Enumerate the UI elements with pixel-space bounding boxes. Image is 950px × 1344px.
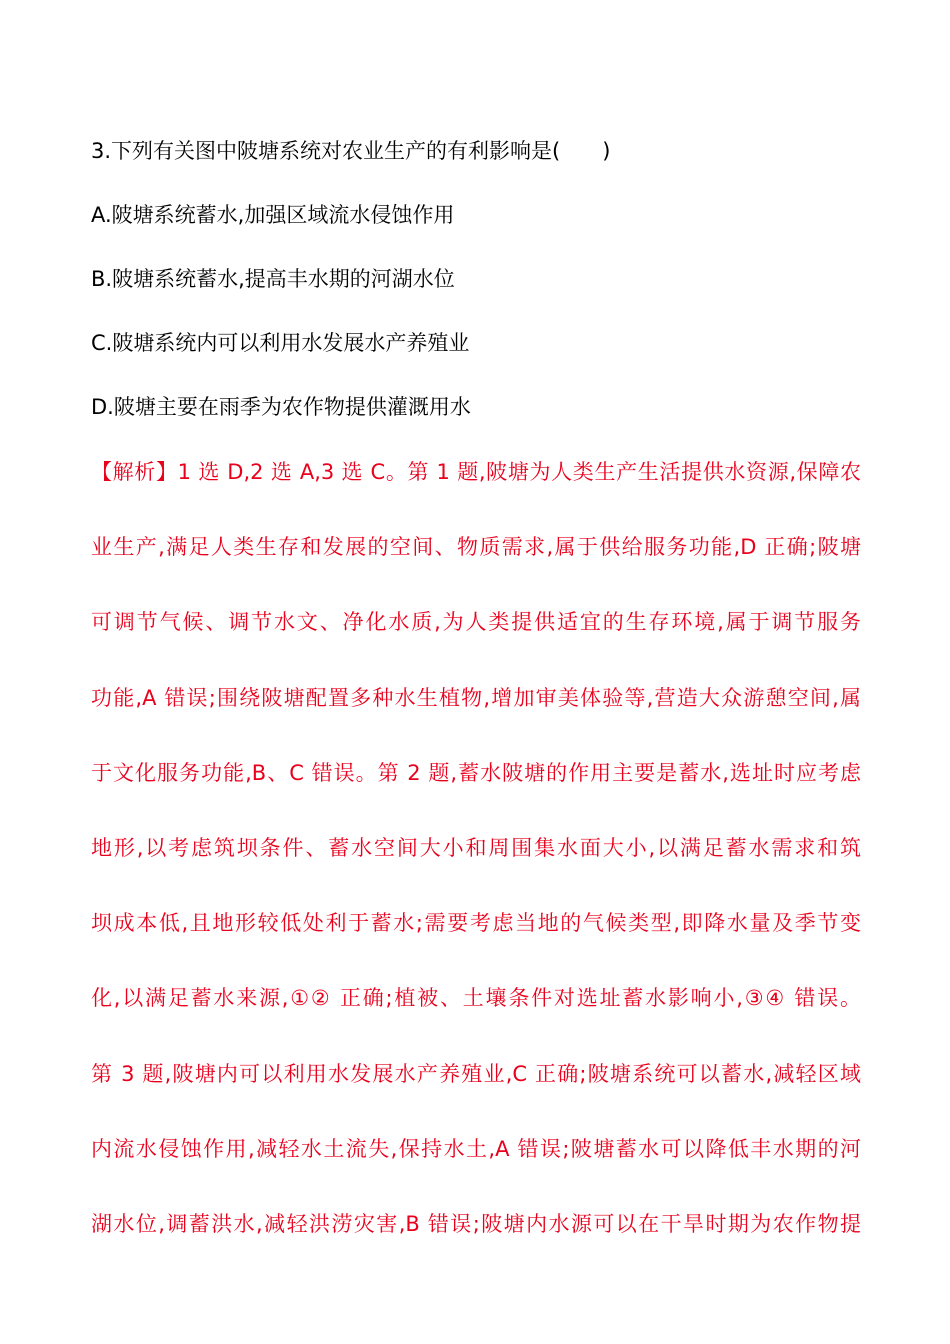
analysis-line: 于文化服务功能,B、C 错误。第 2 题,蓄水陂塘的作用主要是蓄水,选址时应考虑: [91, 760, 861, 785]
analysis-line: 【解析】1 选 D,2 选 A,3 选 C。第 1 题,陂塘为人类生产生活提供水资源,保障农: [91, 460, 861, 484]
option-a: A.陂塘系统蓄水,加强区域流水侵蚀作用: [91, 203, 455, 227]
analysis-block: [91, 454, 861, 1281]
option-d: D.陂塘主要在雨季为农作物提供灌溉用水: [91, 395, 471, 419]
analysis-line: 内流水侵蚀作用,减轻水土流失,保持水土,A 错误;陂塘蓄水可以降低丰水期的河: [91, 1136, 861, 1161]
option-b: B.陂塘系统蓄水,提高丰水期的河湖水位: [91, 267, 455, 291]
analysis-line: 功能,A 错误;围绕陂塘配置多种水生植物,增加审美体验等,营造大众游憩空间,属: [91, 685, 861, 710]
analysis-line: 坝成本低,且地形较低处利于蓄水;需要考虑当地的气候类型,即降水量及季节变: [91, 911, 861, 936]
analysis-line: 业生产,满足人类生存和发展的空间、物质需求,属于供给服务功能,D 正确;陂塘: [91, 535, 861, 560]
analysis-line: 湖水位,调蓄洪水,减轻洪涝灾害,B 错误;陂塘内水源可以在干旱时期为农作物提: [91, 1211, 861, 1236]
analysis-line: 化,以满足蓄水来源,①② 正确;植被、土壤条件对选址蓄水影响小,③④ 错误。: [91, 986, 861, 1011]
analysis-line: 可调节气候、调节水文、净化水质,为人类提供适宜的生存环境,属于调节服务: [91, 610, 861, 635]
analysis-line: 第 3 题,陂塘内可以利用水发展水产养殖业,C 正确;陂塘系统可以蓄水,减轻区域: [91, 1061, 861, 1086]
analysis-line: 地形,以考虑筑坝条件、蓄水空间大小和周围集水面大小,以满足蓄水需求和筑: [91, 835, 861, 860]
question-stem: 3.下列有关图中陂塘系统对农业生产的有利影响是( ): [91, 139, 611, 163]
option-c: C.陂塘系统内可以利用水发展水产养殖业: [91, 331, 470, 355]
